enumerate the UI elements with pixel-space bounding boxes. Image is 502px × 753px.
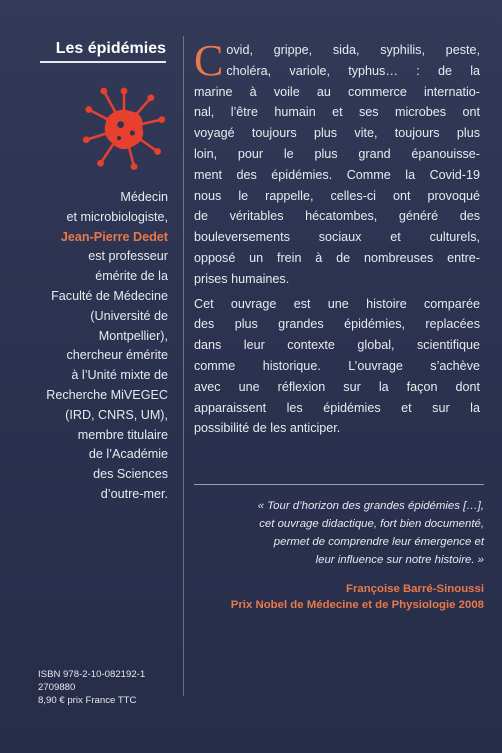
bio-line: des Sciences (93, 467, 168, 482)
author-name: Jean-Pierre Dedet (60, 229, 168, 244)
description-line: des plus grandes épidémies, replacées (194, 317, 480, 332)
description-line: opposé un frein à de nombreuses entre- (194, 250, 480, 265)
quote-author: Françoise Barré-Sinoussi (345, 583, 484, 595)
description-line: loin, pour le plus grand épanouisse- (194, 146, 480, 161)
description-column (194, 36, 480, 443)
quote-line: leur influence sur notre histoire. » (315, 554, 484, 566)
description-line: prises humaines. (194, 271, 290, 286)
bio-line: à l’Unité mixte de (71, 368, 168, 383)
description-line: nal, l’être humain et ses microbes ont (194, 105, 480, 120)
column-divider (183, 36, 184, 696)
description-line: de véritables hécatombes, généré des (194, 209, 480, 224)
description-line: ment des épidémies. Comme la Covid-19 (194, 167, 480, 182)
bio-line: (IRD, CNRS, UM), (65, 407, 168, 422)
description-line: ovid, grippe, sida, syphilis, peste, (226, 43, 480, 57)
bio-line: de l’Académie (88, 447, 168, 462)
quote-line: « Tour d’horizon des grandes épidémies […], (257, 500, 484, 512)
description-line: bouleversements sociaux et culturels, (194, 230, 480, 245)
description-line: choléra, variole, typhus… : de la (226, 63, 480, 78)
bio-line: Recherche MiVEGEC (46, 387, 168, 402)
bio-line: Montpellier), (98, 328, 168, 343)
quote-line: permet de comprendre leur émergence et (273, 536, 484, 548)
bio-line: chercheur émérite (66, 348, 168, 363)
book-title: Les épidémies (40, 40, 166, 63)
description-paragraph-2 (194, 294, 480, 440)
description-line: apparaissent les épidémies et sur la (194, 400, 480, 415)
description-line: marine à voile au commerce internatio- (194, 84, 480, 99)
description-line: voyagé toujours plus vite, toujours plus (194, 126, 480, 141)
description-line: Cet ouvrage est une histoire comparée (194, 296, 480, 311)
virus-icon (82, 86, 166, 170)
description-line: possibilité de les anticiper. (194, 421, 341, 436)
description-line: comme historique. L’ouvrage s’achève (194, 358, 480, 373)
description-line: nous le rappelle, celles-ci ont provoqué (194, 188, 480, 203)
description-line: avec une réflexion sur la façon dont (194, 379, 480, 394)
quote-text (194, 497, 484, 569)
quote-line: cet ouvrage didactique, fort bien documenté, (259, 518, 484, 530)
bio-line: émérite de la (95, 269, 168, 284)
description-paragraph-1 (194, 36, 480, 290)
bio-line: Médecin (120, 190, 168, 204)
left-column (0, 0, 178, 753)
price: 8,90 € prix France TTC (38, 695, 137, 706)
author-bio (8, 188, 168, 505)
description-line: dans leur contexte global, scientifique (194, 338, 480, 353)
product-code: 2709880 (38, 682, 76, 693)
quote-author-role: Prix Nobel de Médecine et de Physiologie 2008 (230, 599, 484, 611)
bio-line: membre titulaire (77, 427, 168, 442)
bio-line: (Université de (90, 308, 168, 323)
publishing-info (38, 668, 178, 707)
bio-line: Faculté de Médecine (51, 288, 168, 303)
bio-line: est professeur (88, 249, 168, 264)
bio-line: d’outre-mer. (100, 486, 168, 501)
isbn-number: ISBN 978-2-10-082192-1 (38, 669, 146, 680)
bio-line: et microbiologiste, (66, 209, 168, 224)
drop-cap: C (194, 36, 224, 85)
review-quote (194, 484, 484, 611)
